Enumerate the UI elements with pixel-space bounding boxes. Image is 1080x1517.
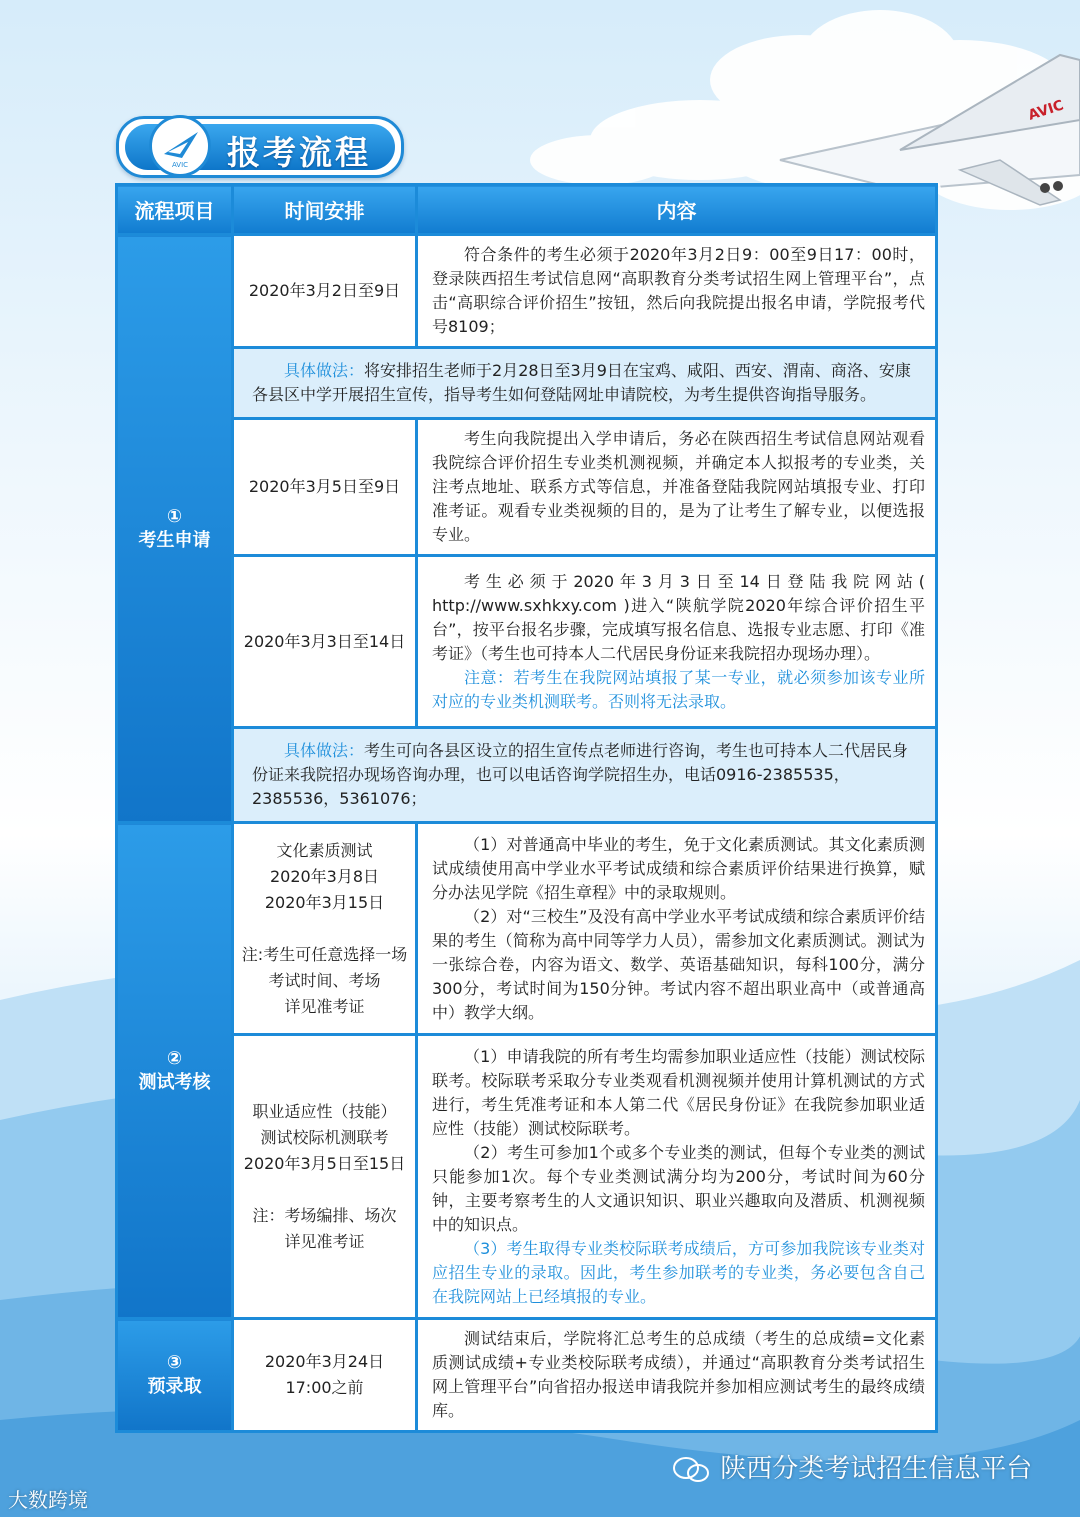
category-label: 预录取	[147, 1376, 202, 1397]
svg-text:AVIC: AVIC	[171, 161, 189, 169]
time-cell: 职业适应性（技能） 测试校际机测联考 2020年3月5日至15日 注：考场编排、场次 详见准考证	[233, 1035, 417, 1319]
content-cell: 考生必须于2020年3月3日至14日登陆我院网站( http://www.sxhkxy.com )进入“陕航学院2020年综合评价招生平台”，按平台报名步骤，完成填写报名信息、选报专业志愿、打印《准考证》（考生也可持本人二代居民身份证来我院招办现场办理）。 注意：若考生在我院网站填报了某一专业，就必须参加该专业所对应的专业类机测联考。否则将无法录取。	[417, 556, 937, 728]
time-cell: 2020年3月24日 17:00之前	[233, 1319, 417, 1432]
plane-logo-icon	[152, 118, 208, 174]
note-row	[117, 348, 937, 419]
note-row	[117, 728, 937, 823]
note-label: 具体做法：	[284, 741, 365, 760]
table-row	[117, 1319, 937, 1432]
table-header-row	[117, 185, 937, 235]
category-number: ②	[166, 1047, 183, 1069]
content-cell: （1）申请我院的所有考生均需参加职业适应性（技能）测试校际联考。校际联考采取分专业类观看机测视频并使用计算机测试的方式进行，考生凭准考证和本人第二代《居民身份证》在我院参加职业适应性（技能）测试校际联考。 （2）考生可参加1个或多个专业类的测试，但每个专业类的测试只能参加1次。每个专业类测试满分均为200分，考试时间为60分钟，主要考察考生的人文通识知识、职业兴趣取向及潜质、机测视频中的知识点。 （3）考生取得专业类校际联考成绩后，方可参加我院该专业类对应招生专业的录取。因此，考生参加联考的专业类，务必要包含自己在我院网站上已经填报的专业。	[417, 1035, 937, 1319]
notice-text: 注意：若考生在我院网站填报了某一专业，就必须参加该专业所对应的专业类机测联考。否则将无法录取。	[432, 667, 925, 711]
note-text: 考生可向各县区设立的招生宣传点老师进行咨询，考生也可持本人二代居民身份证来我院招办现场咨询办理，也可以电话咨询学院招生办，电话0916-2385535，2385536，5361076；	[252, 741, 909, 808]
table-row	[117, 823, 937, 1035]
content-cell: 符合条件的考生必须于2020年3月2日9：00至9日17：00时，登录陕西招生考试信息网“高职教育分类考试招生网上管理平台”，点击“高职综合评价招生”按钮，然后向我院提出报名申请，学院报考代号8109；	[417, 235, 937, 348]
category-number: ③	[166, 1352, 183, 1373]
column-header-item: 流程项目	[117, 185, 233, 235]
column-header-time: 时间安排	[233, 185, 417, 235]
wechat-icon	[672, 1456, 712, 1484]
time-cell: 2020年3月2日至9日	[233, 235, 417, 348]
svg-text:AVIC: AVIC	[1026, 97, 1066, 124]
content-cell: 考生向我院提出入学申请后，务必在陕西招生考试信息网站观看我院综合评价招生专业类机测视频，并确定本人拟报考的专业类，关注考点地址、联系方式等信息，并准备登陆我院网站填报专业、打印准考证。观看专业类视频的目的，是为了让考生了解专业，以便选报专业。	[417, 419, 937, 556]
content-cell: （1）对普通高中毕业的考生，免于文化素质测试。其文化素质测试成绩使用高中学业水平考试成绩和综合素质评价结果进行换算，赋分办法见学院《招生章程》中的录取规则。 （2）对“三校生”及没有高中学业水平考试成绩和综合素质评价结果的考生（简称为高中同等学力人员），需参加文化素质测试。测试为一张综合卷，内容为语文、数学、英语基础知识，每科100分，满分300分，考试时间为150分钟。考试内容不超出职业高中（或普通高中）教学大纲。	[417, 823, 937, 1035]
avic-logo	[149, 115, 211, 177]
category-cell-test	[117, 823, 233, 1319]
time-cell: 文化素质测试 2020年3月8日 2020年3月15日 注:考生可任意选择一场 考试时间、考场 详见准考证	[233, 823, 417, 1035]
category-label: 考生申请	[138, 529, 211, 551]
column-header-content: 内容	[417, 185, 937, 235]
time-cell: 2020年3月3日至14日	[233, 556, 417, 728]
note-cell	[233, 348, 937, 419]
table-row	[117, 556, 937, 728]
source-watermark: 大数跨境	[8, 1488, 88, 1512]
section-header	[116, 116, 404, 178]
category-cell-admission	[117, 1319, 233, 1432]
note-cell	[233, 728, 937, 823]
wechat-account-label: 陕西分类考试招生信息平台	[672, 1448, 1032, 1485]
category-cell-apply	[117, 235, 233, 823]
note-text: 将安排招生老师于2月28日至3月9日在宝鸡、咸阳、西安、渭南、商洛、安康各县区中学开展招生宣传，指导考生如何登陆网址申请院校，为考生提供咨询指导服务。	[252, 361, 911, 404]
time-cell: 2020年3月5日至9日	[233, 419, 417, 556]
table-row	[117, 1035, 937, 1319]
table-row	[117, 419, 937, 556]
table-row	[117, 235, 937, 348]
page-title: 报考流程	[227, 133, 371, 172]
notice-text: （3）考生取得专业类校际联考成绩后，方可参加我院该专业类对应招生专业的录取。因此，考生参加联考的专业类，务必要包含自己在我院网站上已经填报的专业。	[432, 1238, 925, 1306]
category-label: 测试考核	[138, 1071, 211, 1093]
category-number: ①	[166, 505, 183, 527]
content-cell: 测试结束后，学院将汇总考生的总成绩（考生的总成绩=文化素质测试成绩+专业类校际联考成绩），并通过“高职教育分类考试招生网上管理平台”向省招办报送申请我院并参加相应测试考生的最终成绩库。	[417, 1319, 937, 1432]
note-label: 具体做法：	[284, 361, 365, 380]
process-table	[115, 183, 935, 1433]
